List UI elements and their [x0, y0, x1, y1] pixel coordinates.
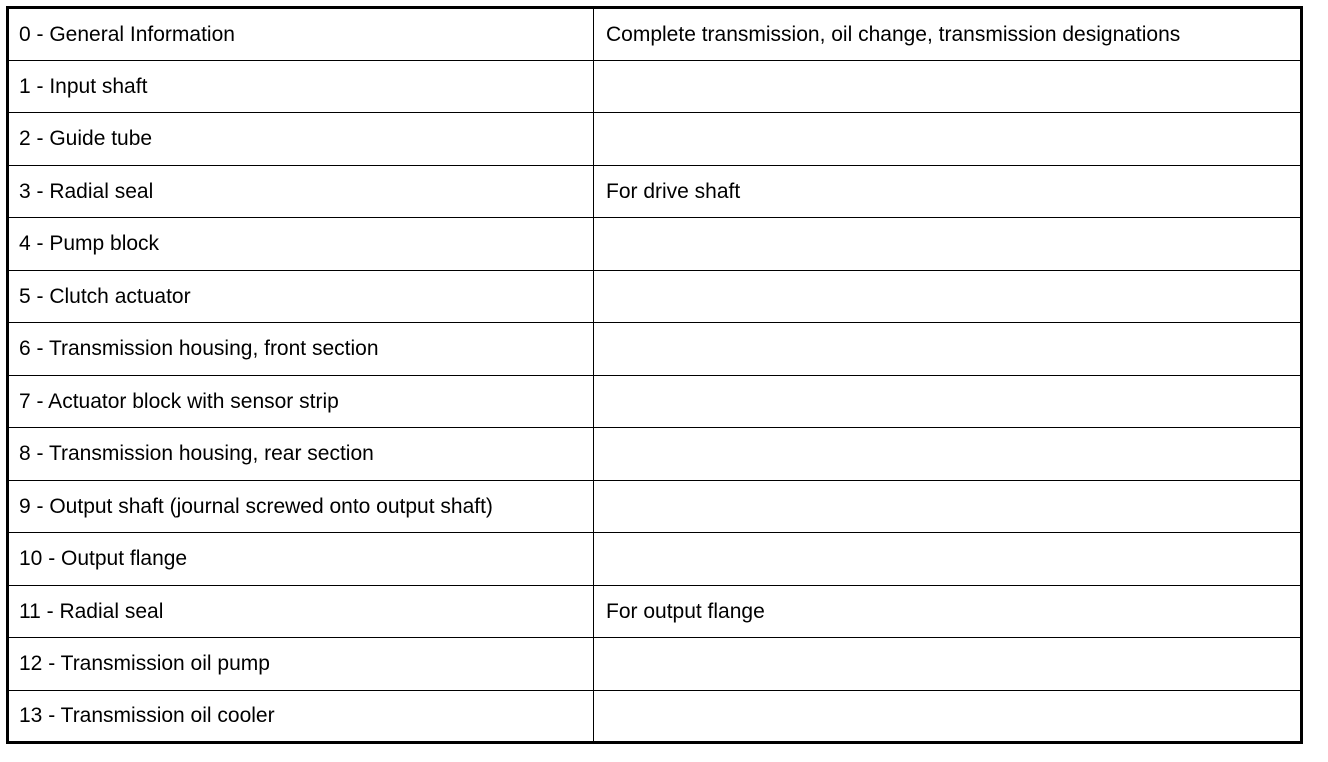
- table-row: [8, 533, 1302, 586]
- component-name-cell: 10 - Output flange: [8, 533, 594, 586]
- component-name-cell: 1 - Input shaft: [8, 60, 594, 113]
- table-row: [8, 638, 1302, 691]
- component-name-cell: 4 - Pump block: [8, 218, 594, 271]
- component-note-cell: Complete transmission, oil change, transmission designations: [594, 8, 1302, 61]
- component-name-cell: 11 - Radial seal: [8, 585, 594, 638]
- table-row: [8, 60, 1302, 113]
- table-row: [8, 480, 1302, 533]
- component-note-cell: [594, 428, 1302, 481]
- component-note-cell: [594, 480, 1302, 533]
- component-name-cell: 13 - Transmission oil cooler: [8, 690, 594, 743]
- component-note-cell: [594, 638, 1302, 691]
- table-row: [8, 270, 1302, 323]
- table-row: [8, 218, 1302, 271]
- component-note-cell: [594, 113, 1302, 166]
- table-body: [8, 8, 1302, 743]
- component-name-cell: 5 - Clutch actuator: [8, 270, 594, 323]
- component-note-cell: For output flange: [594, 585, 1302, 638]
- component-note-cell: [594, 60, 1302, 113]
- component-name-cell: 3 - Radial seal: [8, 165, 594, 218]
- component-note-cell: [594, 533, 1302, 586]
- component-name-cell: 12 - Transmission oil pump: [8, 638, 594, 691]
- table-row: [8, 690, 1302, 743]
- table-row: [8, 428, 1302, 481]
- component-name-cell: 6 - Transmission housing, front section: [8, 323, 594, 376]
- component-note-cell: For drive shaft: [594, 165, 1302, 218]
- component-name-cell: 7 - Actuator block with sensor strip: [8, 375, 594, 428]
- table-row: [8, 113, 1302, 166]
- component-table: [6, 6, 1303, 744]
- component-note-cell: [594, 270, 1302, 323]
- component-note-cell: [594, 218, 1302, 271]
- table-row: [8, 8, 1302, 61]
- table-row: [8, 165, 1302, 218]
- component-note-cell: [594, 690, 1302, 743]
- table-row: [8, 585, 1302, 638]
- table-row: [8, 323, 1302, 376]
- component-name-cell: 9 - Output shaft (journal screwed onto output shaft): [8, 480, 594, 533]
- component-note-cell: [594, 375, 1302, 428]
- component-name-cell: 2 - Guide tube: [8, 113, 594, 166]
- component-name-cell: 8 - Transmission housing, rear section: [8, 428, 594, 481]
- component-note-cell: [594, 323, 1302, 376]
- table-row: [8, 375, 1302, 428]
- component-name-cell: 0 - General Information: [8, 8, 594, 61]
